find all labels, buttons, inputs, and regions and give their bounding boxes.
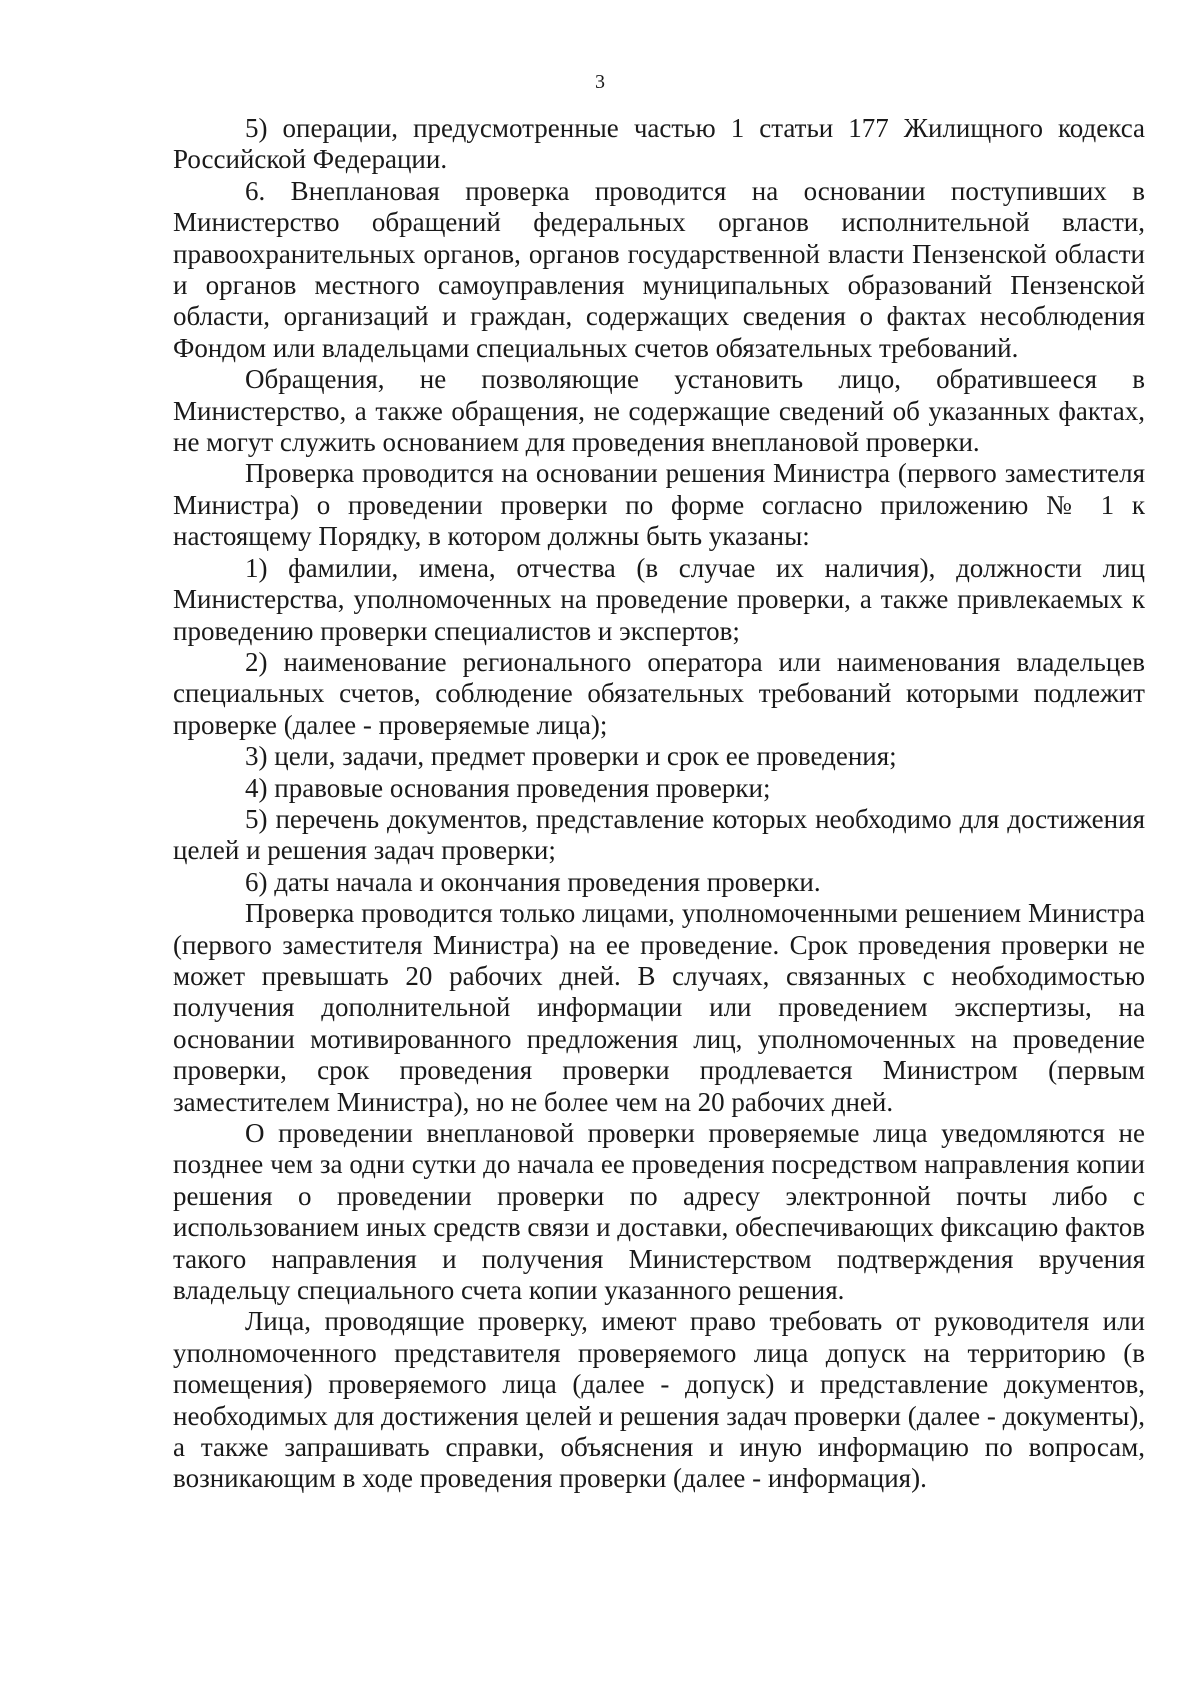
paragraph-item-5-operations: 5) операции, предусмотренные частью 1 статьи 177 Жилищного кодекса Российской Федерации. <box>173 113 1145 175</box>
list-item-3-goals: 3) цели, задачи, предмет проверки и срок ее проведения; <box>245 741 897 772</box>
paragraph-section-6-unscheduled-check: 6. Внеплановая проверка проводится на основании поступивших в Министерство обращений федеральных органов исполнительной власти, правоохранительных органов, органов государственной власти Пензенской области и органов местного самоуправления муниципальных образований Пензенской области, организаций и граждан, содержащих сведения о фактах несоблюдения Фондом или владельцами специальных счетов обязательных требований. <box>173 175 1145 363</box>
paragraph-inspector-rights: Лица, проводящие проверку, имеют право требовать от руководителя или уполномоченного представителя проверяемого лица допуск на территорию (в помещения) проверяемого лица (далее - допуск) и представление документов, необходимых для достижения целей и решения задач проверки (далее - документы), а также запрашивать справки, объяснения и иную информацию по вопросам, возникающим в ходе проведения проверки (далее - информация). <box>173 1306 1145 1494</box>
list-item-2-operator-name: 2) наименование регионального оператора или наименования владельцев специальных счетов, соблюдение обязательных требований которыми подлежит проверке (далее - проверяемые лица); <box>173 646 1145 740</box>
list-item-1-officials: 1) фамилии, имена, отчества (в случае их наличия), должности лиц Министерства, уполномоченных на проведение проверки, а также привлекаемых к проведению проверки специалистов и экспертов; <box>173 552 1145 646</box>
paragraph-appeals-not-basis: Обращения, не позволяющие установить лицо, обратившееся в Министерство, а также обращения, не содержащие сведений об указанных фактах, не могут служить основанием для проведения внеплановой проверки. <box>173 364 1145 458</box>
list-item-4-legal-grounds: 4) правовые основания проведения проверки; <box>245 772 771 803</box>
page-number: 3 <box>595 71 605 93</box>
paragraph-notification: О проведении внеплановой проверки проверяемые лица уведомляются не позднее чем за одни сутки до начала ее проведения посредством направления копии решения о проведении проверки по адресу электронной почты либо с использованием иных средств связи и доставки, обеспечивающих фиксацию фактов такого направления и получения Министерством подтверждения вручения владельцу специального счета копии указанного решения. <box>173 1118 1145 1306</box>
paragraph-check-decision: Проверка проводится на основании решения Министра (первого заместителя Министра) о проведении проверки по форме согласно приложению № 1 к настоящему Порядку, в котором должны быть указаны: <box>173 458 1145 552</box>
list-item-5-documents: 5) перечень документов, представление которых необходимо для достижения целей и решения задач проверки; <box>173 803 1145 866</box>
list-item-6-dates: 6) даты начала и окончания проведения проверки. <box>245 866 821 897</box>
paragraph-check-term: Проверка проводится только лицами, уполномоченными решением Министра (первого заместителя Министра) на ее проведение. Срок проведения проверки не может превышать 20 рабочих дней. В случаях, связанных с необходимостью получения дополнительной информации или проведением экспертизы, на основании мотивированного предложения лиц, уполномоченных на проведение проверки, срок проведения проверки продлевается Министром (первым заместителем Министра), но не более чем на 20 рабочих дней. <box>173 898 1145 1117</box>
document-body <box>173 113 1145 1495</box>
